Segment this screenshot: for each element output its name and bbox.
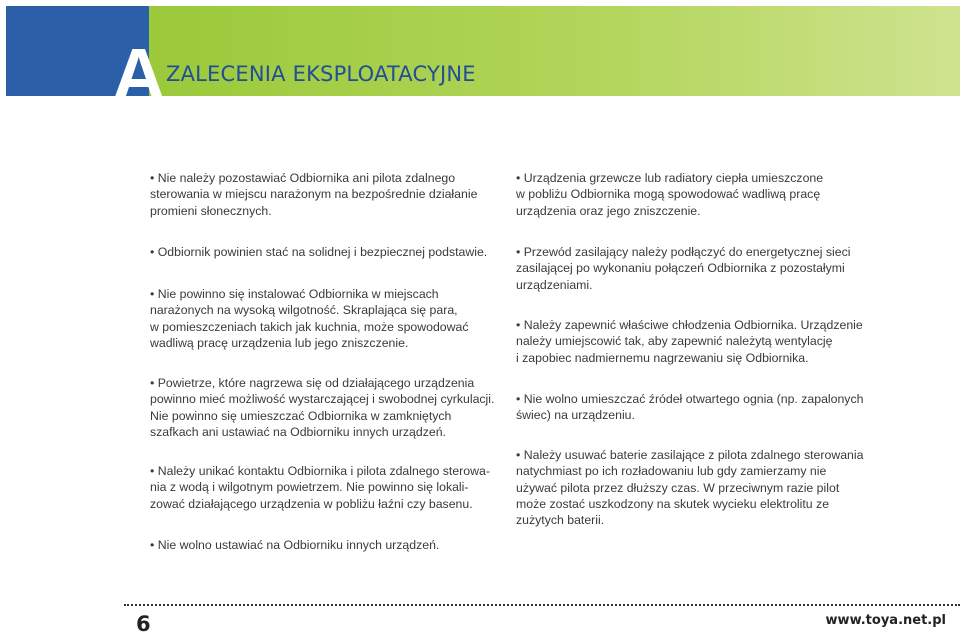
bullet-item: • Urządzenia grzewcze lub radiatory ciepła umieszczone w pobliżu Odbiornika mogą spowodować wadliwą pracę urządzenia oraz jego zniszczenie. [516,170,896,219]
section-letter: A [112,33,166,116]
bullet-item: • Należy zapewnić właściwe chłodzenia Odbiornika. Urządzenie należy umiejscowić tak, aby zapewnić należytą wentylację i zapobiec nadmiernemu nagrzewaniu się Odbiornika. [516,317,896,366]
bullet-item: • Odbiornik powinien stać na solidnej i bezpiecznej podstawie. [150,244,530,260]
page-number: 6 [136,612,151,634]
footer-divider [124,604,960,606]
bullet-item: • Nie należy pozostawiać Odbiornika ani pilota zdalnego sterowania w miejscu narażonym na bezpośrednie działanie promieni słonecznych. [150,170,530,219]
page-title: ZALECENIA EKSPLOATACYJNE [166,62,476,86]
website-url: www.toya.net.pl [825,613,946,628]
bullet-item: • Nie powinno się instalować Odbiornika w miejscach narażonych na wysoką wilgotność. Skraplająca się para, w pomieszczeniach takich jak kuchnia, może spowodować wadliwą pracę urządzenia lub jego zniszczenie. [150,286,530,351]
bullet-item: • Przewód zasilający należy podłączyć do energetycznej sieci zasilającej po wykonaniu połączeń Odbiornika z pozostałymi urządzeniami. [516,244,896,293]
bullet-item: • Należy usuwać baterie zasilające z pilota zdalnego sterowania natychmiast po ich rozładowaniu lub gdy zamierzamy nie używać pilota przez dłuższy czas. W przeciwnym razie pilot może zostać uszkodzony na skutek wycieku elektrolitu ze zużytych baterii. [516,447,896,528]
bullet-item: • Należy unikać kontaktu Odbiornika i pilota zdalnego sterowa- nia z wodą i wilgotnym powietrzem. Nie powinno się lokali- zować działającego urządzenia w pobliżu łaźni czy basenu. [150,463,530,512]
bullet-item: • Nie wolno umieszczać źródeł otwartego ognia (np. zapalonych świec) na urządzeniu. [516,391,896,424]
bullet-item: • Nie wolno ustawiać na Odbiorniku innych urządzeń. [150,537,530,553]
bullet-item: • Powietrze, które nagrzewa się od działającego urządzenia powinno mieć możliwość wystarczającej i swobodnej cyrkulacji. Nie powinno się umieszczać Odbiornika w zamkniętych szafkach ani ustawiać na Odbiorniku innych urządzeń. [150,375,530,440]
